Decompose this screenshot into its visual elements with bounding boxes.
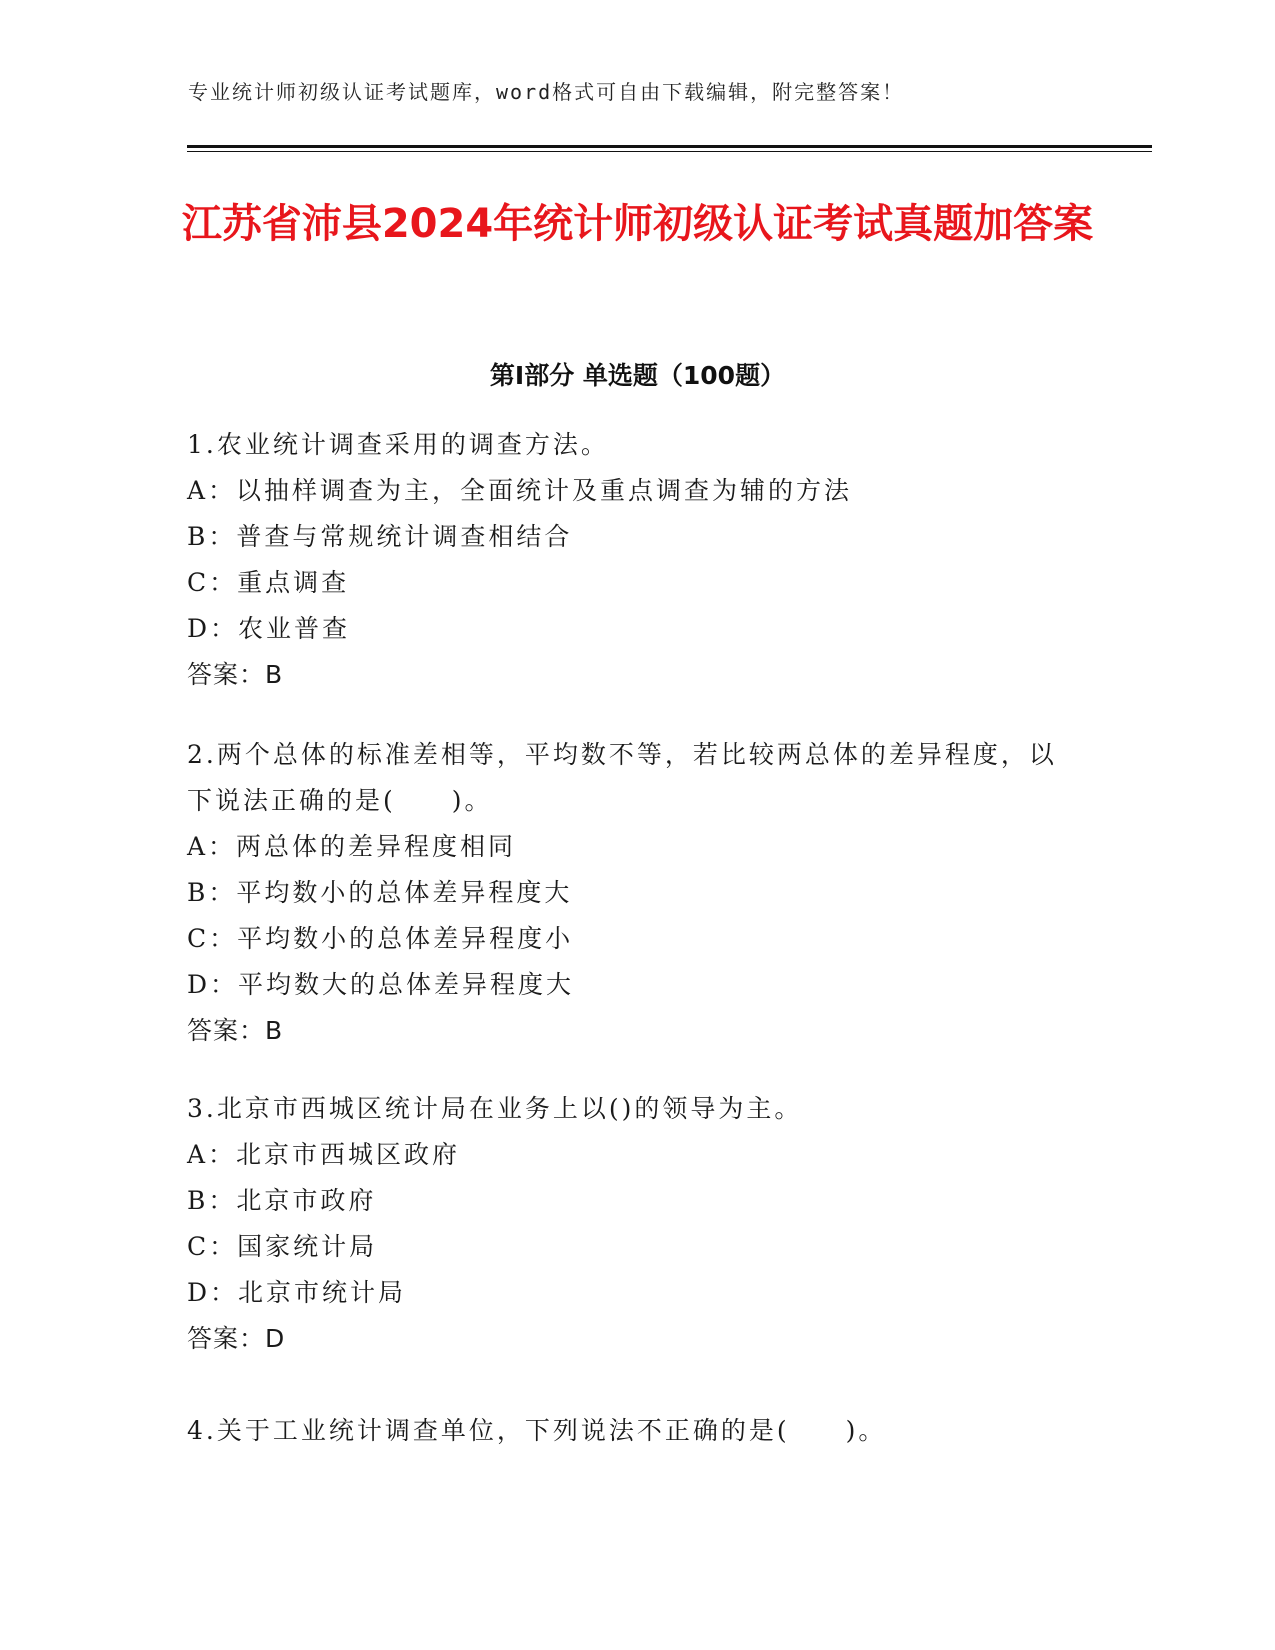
option-d: D：北京市统计局 — [187, 1278, 407, 1307]
option-b: B：普查与常规统计调查相结合 — [187, 522, 573, 551]
option-c: C：重点调查 — [187, 568, 350, 597]
header-note: 专业统计师初级认证考试题库，word格式可自由下载编辑，附完整答案！ — [188, 80, 905, 104]
question-stem: 3.北京市西城区统计局在业务上以()的领导为主。 — [187, 1094, 803, 1123]
header-rule-thin — [187, 151, 1152, 152]
option-c: C：国家统计局 — [187, 1232, 378, 1261]
question-1 — [187, 422, 1087, 698]
answer: 答案：D — [187, 1324, 286, 1353]
document-title: 江苏省沛县2024年统计师初级认证考试真题加答案 — [181, 201, 1094, 247]
question-stem: 2.两个总体的标准差相等，平均数不等，若比较两总体的差异程度，以下说法正确的是( )。 — [187, 740, 1057, 815]
option-a: A：以抽样调查为主，全面统计及重点调查为辅的方法 — [187, 476, 853, 505]
option-b: B：平均数小的总体差异程度大 — [187, 878, 573, 907]
option-d: D：农业普查 — [187, 614, 351, 643]
question-stem: 4.关于工业统计调查单位，下列说法不正确的是( )。 — [187, 1416, 887, 1445]
answer: 答案：B — [187, 660, 284, 689]
question-4 — [187, 1408, 1087, 1454]
header-rule — [187, 145, 1152, 148]
option-b: B：北京市政府 — [187, 1186, 377, 1215]
question-3 — [187, 1086, 1087, 1362]
option-d: D：平均数大的总体差异程度大 — [187, 970, 575, 999]
question-2 — [187, 732, 1067, 1054]
option-a: A：北京市西城区政府 — [187, 1140, 461, 1169]
question-stem: 1.农业统计调查采用的调查方法。 — [187, 430, 609, 459]
answer: 答案：B — [187, 1016, 284, 1045]
option-a: A：两总体的差异程度相同 — [187, 832, 517, 861]
section-heading: 第Ⅰ部分 单选题（100题） — [489, 361, 786, 390]
option-c: C：平均数小的总体差异程度小 — [187, 924, 574, 953]
